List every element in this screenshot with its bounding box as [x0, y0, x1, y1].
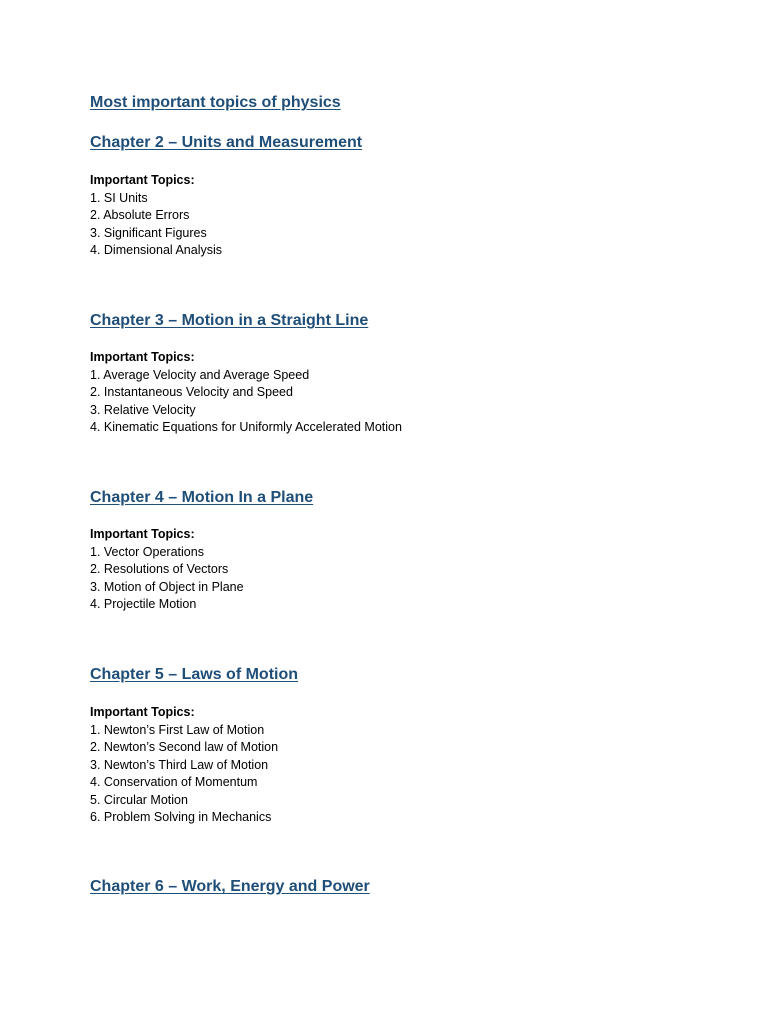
topic-item: 6. Problem Solving in Mechanics — [90, 810, 272, 824]
topic-item: 2. Resolutions of Vectors — [90, 562, 229, 576]
topic-list — [90, 722, 278, 827]
chapter-3-topics — [90, 349, 402, 437]
topic-item: 5. Circular Motion — [90, 792, 188, 807]
chapter-3-heading: Chapter 3 – Motion in a Straight Line — [90, 312, 369, 329]
chapter-5-topics — [90, 704, 278, 827]
important-topics-label: Important Topics: — [90, 350, 195, 364]
topic-item: 1. Newton’s First Law of Motion — [90, 722, 265, 737]
topic-list — [90, 190, 222, 260]
chapter-6-heading: Chapter 6 – Work, Energy and Power — [90, 878, 370, 895]
chapter-4-topics — [90, 526, 244, 614]
topic-item: 4. Conservation of Momentum — [90, 775, 258, 789]
topic-item: 4. Dimensional Analysis — [90, 243, 223, 257]
important-topics-label: Important Topics: — [90, 705, 195, 719]
topic-item: 1. Vector Operations — [90, 544, 204, 559]
chapter-5-heading: Chapter 5 – Laws of Motion — [90, 666, 299, 683]
topic-item: 1. Average Velocity and Average Speed — [90, 367, 310, 382]
topic-item: 1. SI Units — [90, 190, 148, 205]
chapter-2-heading: Chapter 2 – Units and Measurement — [90, 134, 363, 151]
chapter-2-topics — [90, 172, 222, 260]
topic-item: 4. Kinematic Equations for Uniformly Accelerated Motion — [90, 420, 402, 434]
chapter-4-heading: Chapter 4 – Motion In a Plane — [90, 489, 314, 506]
topic-list — [90, 544, 244, 614]
topic-item: 3. Significant Figures — [90, 225, 207, 240]
topic-item: 2. Newton’s Second law of Motion — [90, 740, 279, 754]
topic-item: 3. Motion of Object in Plane — [90, 579, 244, 594]
topic-item: 3. Newton’s Third Law of Motion — [90, 757, 269, 772]
topic-item: 4. Projectile Motion — [90, 597, 197, 611]
topic-item: 2. Instantaneous Velocity and Speed — [90, 385, 293, 399]
important-topics-label: Important Topics: — [90, 527, 195, 541]
topic-item: 2. Absolute Errors — [90, 208, 190, 222]
important-topics-label: Important Topics: — [90, 173, 195, 187]
document-title: Most important topics of physics — [90, 94, 341, 111]
topic-list — [90, 367, 402, 437]
topic-item: 3. Relative Velocity — [90, 402, 196, 417]
